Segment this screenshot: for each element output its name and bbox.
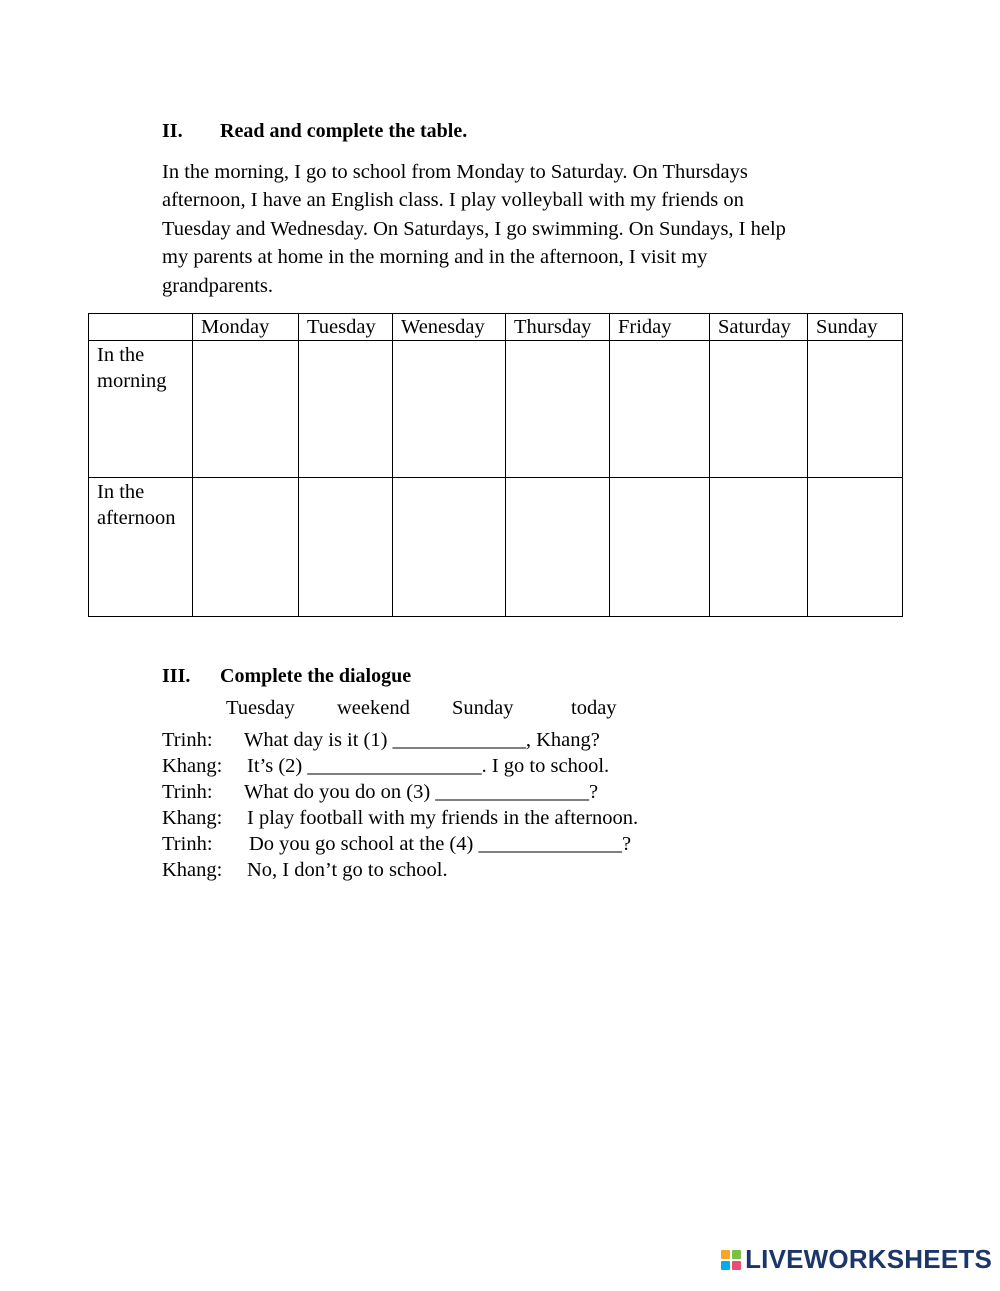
utterance: What day is it (1) _____________, Khang? xyxy=(244,729,600,751)
word-bank-item: today xyxy=(571,697,617,719)
answer-cell[interactable] xyxy=(610,478,710,617)
column-header-thursday: Thursday xyxy=(506,314,610,341)
table-corner-cell xyxy=(89,314,193,341)
answer-cell[interactable] xyxy=(393,478,506,617)
logo-square xyxy=(732,1250,741,1259)
table-row-afternoon xyxy=(89,478,903,617)
answer-cell[interactable] xyxy=(193,478,299,617)
speaker: Trinh: xyxy=(162,729,213,751)
section-3-heading xyxy=(162,664,411,688)
row-label-afternoon xyxy=(89,478,193,617)
section-2-heading xyxy=(162,119,467,143)
logo-square xyxy=(732,1261,741,1270)
row-label-line: afternoon xyxy=(97,507,176,529)
section-3-number: III. xyxy=(162,665,191,687)
column-header-friday: Friday xyxy=(610,314,710,341)
column-header-tuesday: Tuesday xyxy=(299,314,393,341)
row-label-morning xyxy=(89,341,193,478)
reading-passage xyxy=(162,158,882,300)
table-header-row xyxy=(89,314,903,341)
answer-cell[interactable] xyxy=(193,341,299,478)
logo-square xyxy=(721,1261,730,1270)
logo-mark-icon xyxy=(721,1250,741,1270)
logo-text: LIVEWORKSHEETS xyxy=(745,1244,992,1274)
row-label-line: In the xyxy=(97,481,145,503)
passage-line: my parents at home in the morning and in the afternoon, I visit my xyxy=(162,246,708,269)
speaker: Khang: xyxy=(162,859,223,881)
utterance: No, I don’t go to school. xyxy=(247,859,448,881)
answer-cell[interactable] xyxy=(506,341,610,478)
section-3-title: Complete the dialogue xyxy=(220,665,412,687)
column-header-wednesday: Wenesday xyxy=(393,314,506,341)
speaker: Trinh: xyxy=(162,833,213,855)
schedule-table xyxy=(88,313,903,617)
word-bank-item: Sunday xyxy=(452,697,514,719)
utterance: I play football with my friends in the afternoon. xyxy=(247,807,639,829)
section-2-title: Read and complete the table. xyxy=(220,120,468,142)
speaker: Trinh: xyxy=(162,781,213,803)
column-header-monday: Monday xyxy=(193,314,299,341)
answer-cell[interactable] xyxy=(808,341,903,478)
row-label-line: In the xyxy=(97,344,145,366)
passage-line: In the morning, I go to school from Monday to Saturday. On Thursdays xyxy=(162,161,748,183)
passage-line: grandparents. xyxy=(162,274,273,297)
column-header-saturday: Saturday xyxy=(710,314,808,341)
answer-cell[interactable] xyxy=(610,341,710,478)
logo-square xyxy=(721,1250,730,1259)
passage-line: afternoon, I have an English class. I play volleyball with my friends on xyxy=(162,189,744,212)
utterance: It’s (2) _________________. I go to school. xyxy=(247,755,610,777)
column-header-sunday: Sunday xyxy=(808,314,903,341)
row-label-line: morning xyxy=(97,370,167,392)
answer-cell[interactable] xyxy=(506,478,610,617)
answer-cell[interactable] xyxy=(710,478,808,617)
answer-cell[interactable] xyxy=(808,478,903,617)
utterance: What do you do on (3) _______________? xyxy=(244,781,599,803)
word-bank-item: weekend xyxy=(337,697,410,719)
answer-cell[interactable] xyxy=(710,341,808,478)
speaker: Khang: xyxy=(162,755,223,777)
section-2-number: II. xyxy=(162,120,183,142)
table-row-morning xyxy=(89,341,903,478)
answer-cell[interactable] xyxy=(299,478,393,617)
word-bank-item: Tuesday xyxy=(226,697,295,719)
answer-cell[interactable] xyxy=(393,341,506,478)
answer-cell[interactable] xyxy=(299,341,393,478)
liveworksheets-logo xyxy=(721,1244,992,1275)
speaker: Khang: xyxy=(162,807,223,829)
utterance: Do you go school at the (4) ______________? xyxy=(249,833,632,855)
passage-line: Tuesday and Wednesday. On Saturdays, I go swimming. On Sundays, I help xyxy=(162,217,786,240)
